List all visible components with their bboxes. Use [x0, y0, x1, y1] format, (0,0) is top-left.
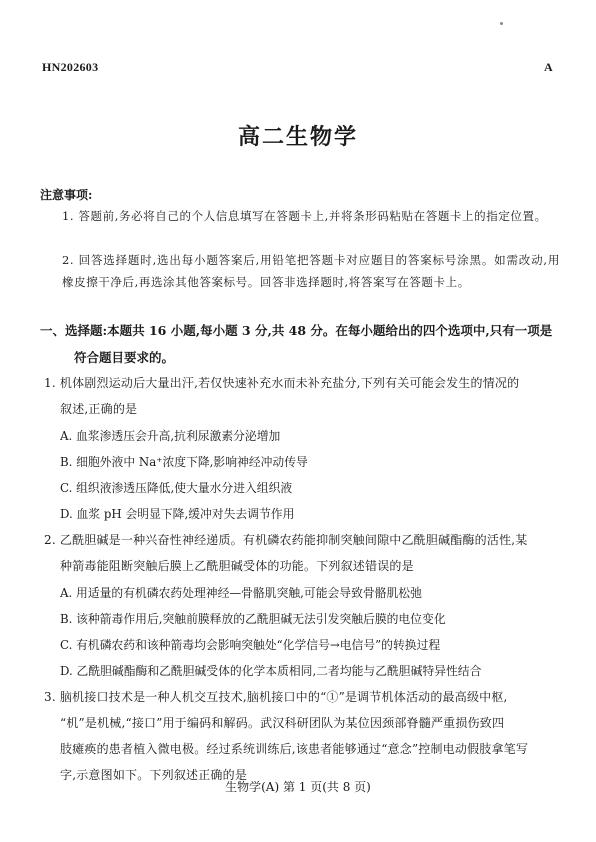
question-1-line2: 叙述,正确的是: [60, 402, 138, 416]
page-title: 高二生物学: [237, 124, 358, 150]
question-1-option-c: C. 组织液渗透压降低,使大量水分进入组织液: [60, 481, 293, 495]
question-2-option-b: B. 该种箭毒作用后,突触前膜释放的乙酰胆碱无法引发突触后膜的电位变化: [60, 612, 446, 626]
section-heading: [40, 317, 562, 371]
page-footer: 生物学(A) 第 1 页(共 8 页): [225, 780, 371, 794]
question-1-option-b: B. 细胞外液中 Na⁺浓度下降,影响神经冲动传导: [60, 455, 308, 469]
question-1-line1: 1. 机体剧烈运动后大量出汗,若仅快速补充水而未补充盐分,下列有关可能会发生的情况的: [44, 376, 520, 390]
question-2-line2: 种箭毒能阻断突触后膜上乙酰胆碱受体的功能。下列叙述错误的是: [60, 559, 414, 573]
section-heading-line2: 符合题目要求的。: [74, 350, 175, 365]
question-2-line1: 2. 乙酰胆碱是一种兴奋性神经递质。有机磷农药能抑制突触间隙中乙酰胆碱酯酶的活性,某: [44, 533, 528, 547]
notice-heading: 注意事项:: [40, 188, 93, 202]
question-2-option-d: D. 乙酰胆碱酯酶和乙酰胆碱受体的化学本质相同,二者均能与乙酰胆碱特异性结合: [60, 664, 482, 678]
notice-item-1: 1. 答题前,务必将自己的个人信息填写在答题卡上,并将条形码粘贴在答题卡上的指定位置。: [62, 209, 547, 223]
question-2-option-c: C. 有机磷农药和该种箭毒均会影响突触处“化学信号→电信号”的转换过程: [60, 638, 441, 652]
question-3-line1: 3. 脑机接口技术是一种人机交互技术,脑机接口中的“①”是调节机体活动的最高级中枢,: [44, 690, 508, 704]
question-3-line2: “机”是机械,“接口”用于编码和解码。武汉科研团队为某位因颈部脊髓严重损伤致四: [60, 716, 505, 730]
question-2-option-a: A. 用适量的有机磷农药处理神经—骨骼肌突触,可能会导致骨骼肌松弛: [60, 586, 422, 600]
scan-speck: [500, 22, 503, 25]
question-1-option-d: D. 血浆 pH 会明显下降,缓冲对失去调节作用: [60, 507, 295, 521]
question-3-line3: 肢瘫痪的患者植入微电极。经过系统训练后,该患者能够通过“意念”控制电动假肢拿笔写: [60, 742, 529, 756]
notice-item-2: 2. 回答选择题时,选出每小题答案后,用铅笔把答题卡对应题目的答案标号涂黑。如需改动,用橡皮擦干净后,再选涂其他答案标号。回答非选择题时,将答案写在答题卡上。: [62, 253, 560, 289]
section-heading-line1: 一、选择题:本题共 16 小题,每小题 3 分,共 48 分。在每小题给出的四个选项中,只有一项是: [40, 323, 553, 338]
question-2-stem: [44, 527, 564, 579]
question-3-stem: [44, 684, 564, 788]
question-1-option-a: A. 血浆渗透压会升高,抗利尿激素分泌增加: [60, 429, 281, 443]
paper-version: A: [544, 60, 553, 74]
question-3-line4: 字,示意图如下。下列叙述正确的是: [60, 768, 248, 782]
exam-code: HN202603: [42, 60, 99, 74]
question-1-stem: [44, 370, 564, 422]
